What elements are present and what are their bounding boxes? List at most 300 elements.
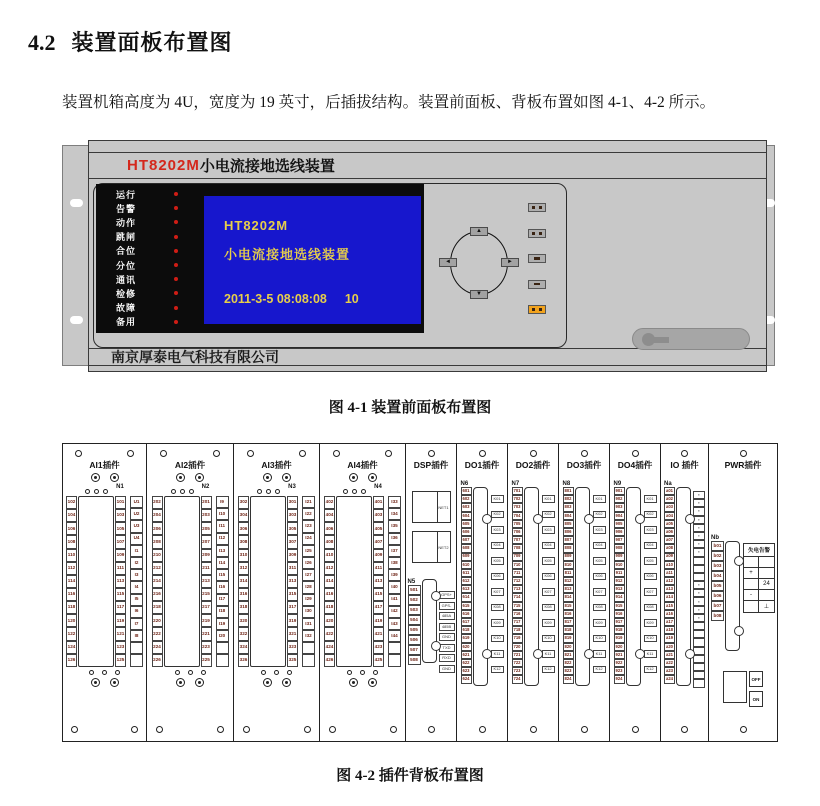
screw-hole — [110, 473, 119, 482]
screw-slot — [352, 476, 355, 479]
signal-strip — [388, 496, 401, 667]
keypad-right-button[interactable]: ► — [501, 258, 519, 267]
pin-terminal: 301 — [287, 496, 298, 509]
pin-terminal: 425 — [373, 654, 384, 667]
mount-hole — [740, 450, 747, 457]
pin-column — [408, 585, 421, 665]
slot-title: DSP插件 — [413, 460, 449, 470]
rear-slot-N8 — [559, 444, 610, 741]
rack-ear-left — [62, 145, 89, 366]
do-connector — [461, 481, 504, 686]
button-mark — [534, 257, 540, 260]
signal-labels — [439, 591, 455, 673]
mount-hole — [261, 670, 266, 675]
pin-terminal: 909 — [614, 553, 625, 561]
figure1-caption: 图 4-1 装置前面板布置图 — [328, 400, 492, 416]
button-mark — [532, 308, 535, 311]
pin-terminal: a19 — [664, 634, 675, 642]
led-row — [106, 259, 201, 272]
pin-group — [512, 481, 523, 684]
ai-connector — [238, 496, 315, 667]
screw-slot — [198, 476, 201, 479]
lcd-screen — [204, 196, 421, 324]
pin-terminal: 601 — [461, 487, 472, 495]
pin-terminal: 208 — [152, 535, 163, 548]
pin-terminal: 915 — [614, 602, 625, 610]
signal-terminal — [130, 654, 143, 666]
signal-terminal: I30 — [302, 606, 315, 618]
pin-terminal: 624 — [461, 675, 472, 683]
mount-hole — [247, 450, 254, 457]
led-lcd-panel — [96, 184, 424, 333]
mount-hole — [385, 450, 392, 457]
screw-slot — [352, 681, 355, 684]
output-column — [542, 495, 555, 673]
connector-body — [524, 487, 539, 686]
pin-terminal: 415 — [373, 588, 384, 601]
pin-terminal: 115 — [115, 588, 126, 601]
pin-terminal: 225 — [201, 654, 212, 667]
signal-terminal: I21 — [302, 496, 315, 508]
output-terminal: ▪ — [693, 491, 705, 499]
pin-terminal: a01 — [664, 487, 675, 495]
pin-terminal: 803 — [563, 503, 574, 511]
body-paragraph: 装置机箱高度为 4U，宽度为 19 英寸，后插拔结构。装置前面板、背板布置如图 4-1、4-2 所示。 — [62, 94, 716, 111]
pin-terminal: 807 — [563, 536, 574, 544]
pin-terminal: 618 — [461, 626, 472, 634]
pin-terminal: 722 — [512, 659, 523, 667]
signal-terminal: I26 — [302, 557, 315, 569]
slot-title: DO4插件 — [617, 460, 653, 470]
pin-terminal: 608 — [461, 544, 472, 552]
keypad-up-button[interactable]: ▲ — [470, 227, 488, 236]
pin-terminal: 123 — [115, 641, 126, 654]
signal-terminal: 485B — [439, 623, 455, 631]
signal-terminal: I37 — [388, 545, 401, 557]
signal-terminal: I14 — [216, 557, 229, 569]
screw-slot — [179, 681, 182, 684]
slot-title: DO3插件 — [566, 460, 602, 470]
led-label: 备用 — [116, 317, 137, 328]
pin-terminal: 715 — [512, 602, 523, 610]
pin-terminal: 213 — [201, 575, 212, 588]
signal-terminal: GPS- — [439, 602, 455, 610]
rear-slot-N7 — [508, 444, 559, 741]
pin-terminal: 322 — [238, 627, 249, 640]
output-terminal: K11 — [542, 650, 555, 658]
signal-terminal: 485A — [439, 612, 455, 620]
bottom-holes — [71, 726, 137, 733]
pin-terminal: 211 — [201, 562, 212, 575]
company-nameplate: 南京厚泰电气科技有限公司 — [89, 348, 766, 366]
output-terminal: K07 — [542, 588, 555, 596]
signal-terminal: I31 — [302, 618, 315, 630]
mount-hole — [632, 450, 639, 457]
screw-row — [176, 678, 204, 687]
bottom-holes — [243, 726, 311, 733]
led-row — [106, 202, 201, 215]
screw-slot — [94, 681, 97, 684]
output-terminal: ▪ — [693, 507, 705, 515]
mount-hole — [304, 726, 311, 733]
pin-terminal: 814 — [563, 593, 574, 601]
pin-terminal: 217 — [201, 601, 212, 614]
pin-terminal: a14 — [664, 593, 675, 601]
signal-terminal: I20 — [216, 630, 229, 642]
pin-terminal: 120 — [66, 614, 77, 627]
signal-terminal: TXD — [439, 644, 455, 652]
pin-terminal: 201 — [201, 496, 212, 509]
keypad-down-button[interactable]: ▼ — [470, 290, 488, 299]
pin-terminal: 607 — [461, 536, 472, 544]
io-connector — [664, 481, 705, 688]
pin-terminal: 307 — [287, 535, 298, 548]
pin-terminal: 620 — [461, 643, 472, 651]
pin-column — [664, 487, 675, 684]
signal-terminal — [388, 654, 401, 666]
signal-terminal: I32 — [302, 630, 315, 642]
screw-row — [91, 473, 119, 482]
output-terminal: K02 — [644, 511, 657, 519]
pin-terminal: b06 — [711, 591, 724, 601]
pin-terminal: 226 — [152, 654, 163, 667]
pin-terminal: 907 — [614, 536, 625, 544]
panel-function-button[interactable] — [528, 229, 546, 238]
output-terminal: K06 — [542, 573, 555, 581]
screw-slot — [113, 681, 116, 684]
pin-terminal: a03 — [664, 503, 675, 511]
pin-terminal: 418 — [324, 601, 335, 614]
mount-hole — [347, 670, 352, 675]
mount-hole — [373, 670, 378, 675]
connector-label: Nb — [711, 535, 719, 541]
pin-terminal: a22 — [664, 659, 675, 667]
pin-terminal: 324 — [238, 641, 249, 654]
pin-terminal: 315 — [287, 588, 298, 601]
pin-terminal: a06 — [664, 528, 675, 536]
output-terminal: K07 — [593, 588, 606, 596]
pin-terminal: 103 — [115, 509, 126, 522]
screw-slot — [94, 476, 97, 479]
output-terminal: K06 — [593, 573, 606, 581]
ai-connector — [152, 496, 229, 667]
pin-terminal: 719 — [512, 634, 523, 642]
alarm-table-cell — [759, 590, 774, 600]
pin-terminal: 912 — [614, 577, 625, 585]
screw-hole — [282, 473, 291, 482]
output-terminal — [693, 630, 705, 638]
led-row — [106, 188, 201, 201]
mount-hole — [352, 489, 357, 494]
mount-hole — [581, 726, 588, 733]
signal-terminal: I18 — [216, 606, 229, 618]
pin-terminal: 209 — [201, 549, 212, 562]
pin-terminal: 602 — [461, 495, 472, 503]
pin-group — [614, 481, 625, 684]
alarm-table-cell — [744, 601, 759, 612]
chassis-top-strip — [89, 141, 766, 153]
mount-hole — [160, 450, 167, 457]
pin-terminal: 622 — [461, 659, 472, 667]
signal-terminal: I13 — [216, 545, 229, 557]
figure2-caption: 图 4-2 插件背板布置图 — [336, 768, 484, 784]
pin-terminal: 921 — [614, 651, 625, 659]
output-terminal: ▪ — [693, 524, 705, 532]
output-terminal: K05 — [542, 557, 555, 565]
output-terminal: K08 — [542, 604, 555, 612]
signal-terminal: I7 — [130, 618, 143, 630]
lcd-datetime: 2011-3-5 08:08:08 — [224, 292, 327, 306]
pin-terminal: 116 — [66, 588, 77, 601]
pin-terminal: a04 — [664, 512, 675, 520]
signal-terminal: I44 — [388, 630, 401, 642]
pin-terminal: 802 — [563, 495, 574, 503]
pin-terminal: 310 — [238, 549, 249, 562]
led-indicator-icon — [174, 291, 178, 295]
led-label: 运行 — [116, 189, 137, 200]
slot-title: AI2插件 — [174, 460, 206, 470]
screw-slot — [198, 681, 201, 684]
mount-hole — [360, 670, 365, 675]
pin-terminal: 207 — [201, 535, 212, 548]
connector-label: N9 — [613, 481, 622, 487]
mount-hole — [299, 450, 306, 457]
mount-hole — [479, 726, 486, 733]
mount-hole — [274, 670, 279, 675]
ethernet-jack — [412, 491, 438, 523]
pin-terminal: 408 — [324, 535, 335, 548]
signal-terminal: U4 — [130, 533, 143, 545]
mount-hole — [333, 450, 340, 457]
pin-terminal: 610 — [461, 561, 472, 569]
mount-hole — [632, 726, 639, 733]
alarm-table-title: 失电告警 — [744, 544, 774, 557]
signal-terminal: I23 — [302, 520, 315, 532]
led-label: 分位 — [116, 260, 137, 271]
led-row — [106, 287, 201, 300]
bottom-holes — [156, 726, 225, 733]
output-terminal: K01 — [644, 495, 657, 503]
screw-hole — [368, 678, 377, 687]
pin-column-right — [201, 496, 212, 667]
pin-terminal: 320 — [238, 614, 249, 627]
screw-slot — [285, 681, 288, 684]
panel-function-button[interactable] — [528, 280, 546, 289]
pin-column-left — [152, 496, 163, 667]
slot-title: DO2插件 — [515, 460, 551, 470]
ethernet-label: NET1 — [438, 491, 451, 523]
alarm-table-row — [744, 568, 774, 579]
signal-terminal: I28 — [302, 581, 315, 593]
slot-title: IO 插件 — [670, 460, 699, 470]
pin-terminal: 219 — [201, 614, 212, 627]
mount-hole — [103, 489, 108, 494]
output-terminal: K12 — [491, 666, 504, 674]
rear-slot-N3 — [234, 444, 320, 741]
output-terminal — [693, 573, 705, 581]
led-indicator-icon — [174, 192, 178, 196]
output-terminal: K12 — [593, 666, 606, 674]
mount-hole — [479, 450, 486, 457]
pin-terminal: 621 — [461, 651, 472, 659]
pin-column — [461, 487, 472, 684]
screw-hole — [349, 473, 358, 482]
pin-terminal: 413 — [373, 575, 384, 588]
panel-handle — [632, 328, 750, 350]
ai-connector — [324, 496, 401, 667]
screw-slot — [371, 476, 374, 479]
pin-terminal: 916 — [614, 610, 625, 618]
mount-hole — [681, 450, 688, 457]
signal-terminal — [388, 642, 401, 654]
led-row — [106, 216, 201, 229]
output-terminal: K07 — [491, 588, 504, 596]
mount-hole — [361, 489, 366, 494]
pin-terminal: 701 — [512, 487, 523, 495]
pin-column-left — [66, 496, 77, 667]
pin-terminal: 503 — [408, 605, 421, 615]
pin-terminal: 203 — [201, 509, 212, 522]
key-lock-icon — [651, 337, 669, 343]
signal-terminal: I15 — [216, 569, 229, 581]
switch-position-off[interactable]: OFF — [749, 671, 763, 687]
pin-terminal: 314 — [238, 575, 249, 588]
signal-terminal: I2 — [130, 557, 143, 569]
output-terminal — [693, 638, 705, 646]
mount-hole — [530, 450, 537, 457]
pin-terminal: a20 — [664, 643, 675, 651]
led-indicator-icon — [174, 220, 178, 224]
mount-hole — [428, 450, 435, 457]
alarm-table-cell: + — [744, 568, 759, 578]
pin-terminal: 904 — [614, 512, 625, 520]
output-terminal — [693, 663, 705, 671]
panel-function-button[interactable] — [528, 203, 546, 212]
signal-terminal: I42 — [388, 606, 401, 618]
output-terminal — [693, 679, 705, 687]
output-terminal: K10 — [542, 635, 555, 643]
output-terminal: ▪ — [693, 540, 705, 548]
mount-hole — [257, 489, 262, 494]
led-indicator-icon — [174, 277, 178, 281]
pin-column-right — [287, 496, 298, 667]
signal-terminal: GND — [439, 633, 455, 641]
pin-terminal: 326 — [238, 654, 249, 667]
do-connector — [512, 481, 555, 686]
pin-terminal: 804 — [563, 512, 574, 520]
pin-terminal: 502 — [408, 595, 421, 605]
led-row — [106, 315, 201, 328]
pin-terminal: 721 — [512, 651, 523, 659]
pin-terminal: 903 — [614, 503, 625, 511]
output-terminal — [693, 655, 705, 663]
screw-slot — [179, 476, 182, 479]
pin-terminal: 716 — [512, 610, 523, 618]
signal-terminal: I29 — [302, 594, 315, 606]
pin-terminal: 923 — [614, 667, 625, 675]
dsp-connector — [408, 579, 455, 673]
pin-terminal: 703 — [512, 503, 523, 511]
output-terminal — [693, 671, 705, 679]
signal-terminal: I40 — [388, 581, 401, 593]
output-column — [693, 491, 705, 688]
mount-hole — [530, 726, 537, 733]
output-terminal: ▪ — [693, 499, 705, 507]
pin-terminal: 706 — [512, 528, 523, 536]
pin-group — [664, 481, 675, 684]
pin-terminal: 623 — [461, 667, 472, 675]
mount-hole — [213, 450, 220, 457]
ethernet-label: NET2 — [438, 531, 451, 563]
do-connector — [563, 481, 606, 686]
pin-terminal: 426 — [324, 654, 335, 667]
output-terminal: ▪ — [693, 597, 705, 605]
pin-terminal: 811 — [563, 569, 574, 577]
panel-function-button[interactable] — [528, 305, 546, 314]
alarm-table-row — [744, 590, 774, 601]
screw-slot — [266, 681, 269, 684]
output-column — [593, 495, 606, 673]
screw-row — [91, 678, 119, 687]
pin-terminal: 611 — [461, 569, 472, 577]
keypad-ring — [450, 231, 508, 295]
pin-terminal: 221 — [201, 627, 212, 640]
pin-terminal: 808 — [563, 544, 574, 552]
pin-terminal: 414 — [324, 575, 335, 588]
output-terminal: ▪ — [693, 614, 705, 622]
figure-front-panel — [62, 140, 775, 372]
output-terminal: K12 — [644, 666, 657, 674]
pin-terminal: 712 — [512, 577, 523, 585]
rear-slot-N9 — [610, 444, 661, 741]
pin-terminal: 306 — [238, 522, 249, 535]
slot-title: AI4插件 — [347, 460, 378, 470]
panel-function-button[interactable] — [528, 254, 546, 263]
connector-body — [422, 579, 437, 663]
rear-slot-N5 — [406, 444, 457, 741]
switch-position-on[interactable]: ON — [749, 691, 763, 707]
mount-hole — [180, 489, 185, 494]
pin-terminal: 821 — [563, 651, 574, 659]
pin-terminal: 108 — [66, 535, 77, 548]
led-label: 告警 — [116, 203, 137, 214]
pin-terminal: 707 — [512, 536, 523, 544]
connector-header — [343, 484, 382, 494]
signal-terminal: GND — [439, 665, 455, 673]
screw-hole — [91, 678, 100, 687]
screw-hole — [176, 473, 185, 482]
led-label: 合位 — [116, 246, 137, 257]
pin-terminal: 406 — [324, 522, 335, 535]
keypad-left-button[interactable]: ◄ — [439, 258, 457, 267]
section-heading — [28, 26, 233, 57]
pin-terminal: 125 — [115, 654, 126, 667]
led-indicator-icon — [174, 263, 178, 267]
pin-terminal: 723 — [512, 667, 523, 675]
device-model: HT8202M — [127, 157, 200, 174]
pin-terminal: a21 — [664, 651, 675, 659]
pin-terminal: 223 — [201, 641, 212, 654]
signal-terminal: I36 — [388, 533, 401, 545]
mount-hole — [428, 726, 435, 733]
led-label: 动作 — [116, 217, 137, 228]
signal-terminal: I5 — [130, 594, 143, 606]
pin-terminal: a12 — [664, 577, 675, 585]
pin-terminal: 906 — [614, 528, 625, 536]
pin-terminal: 102 — [66, 496, 77, 509]
screw-hole — [110, 678, 119, 687]
pin-terminal: 910 — [614, 561, 625, 569]
